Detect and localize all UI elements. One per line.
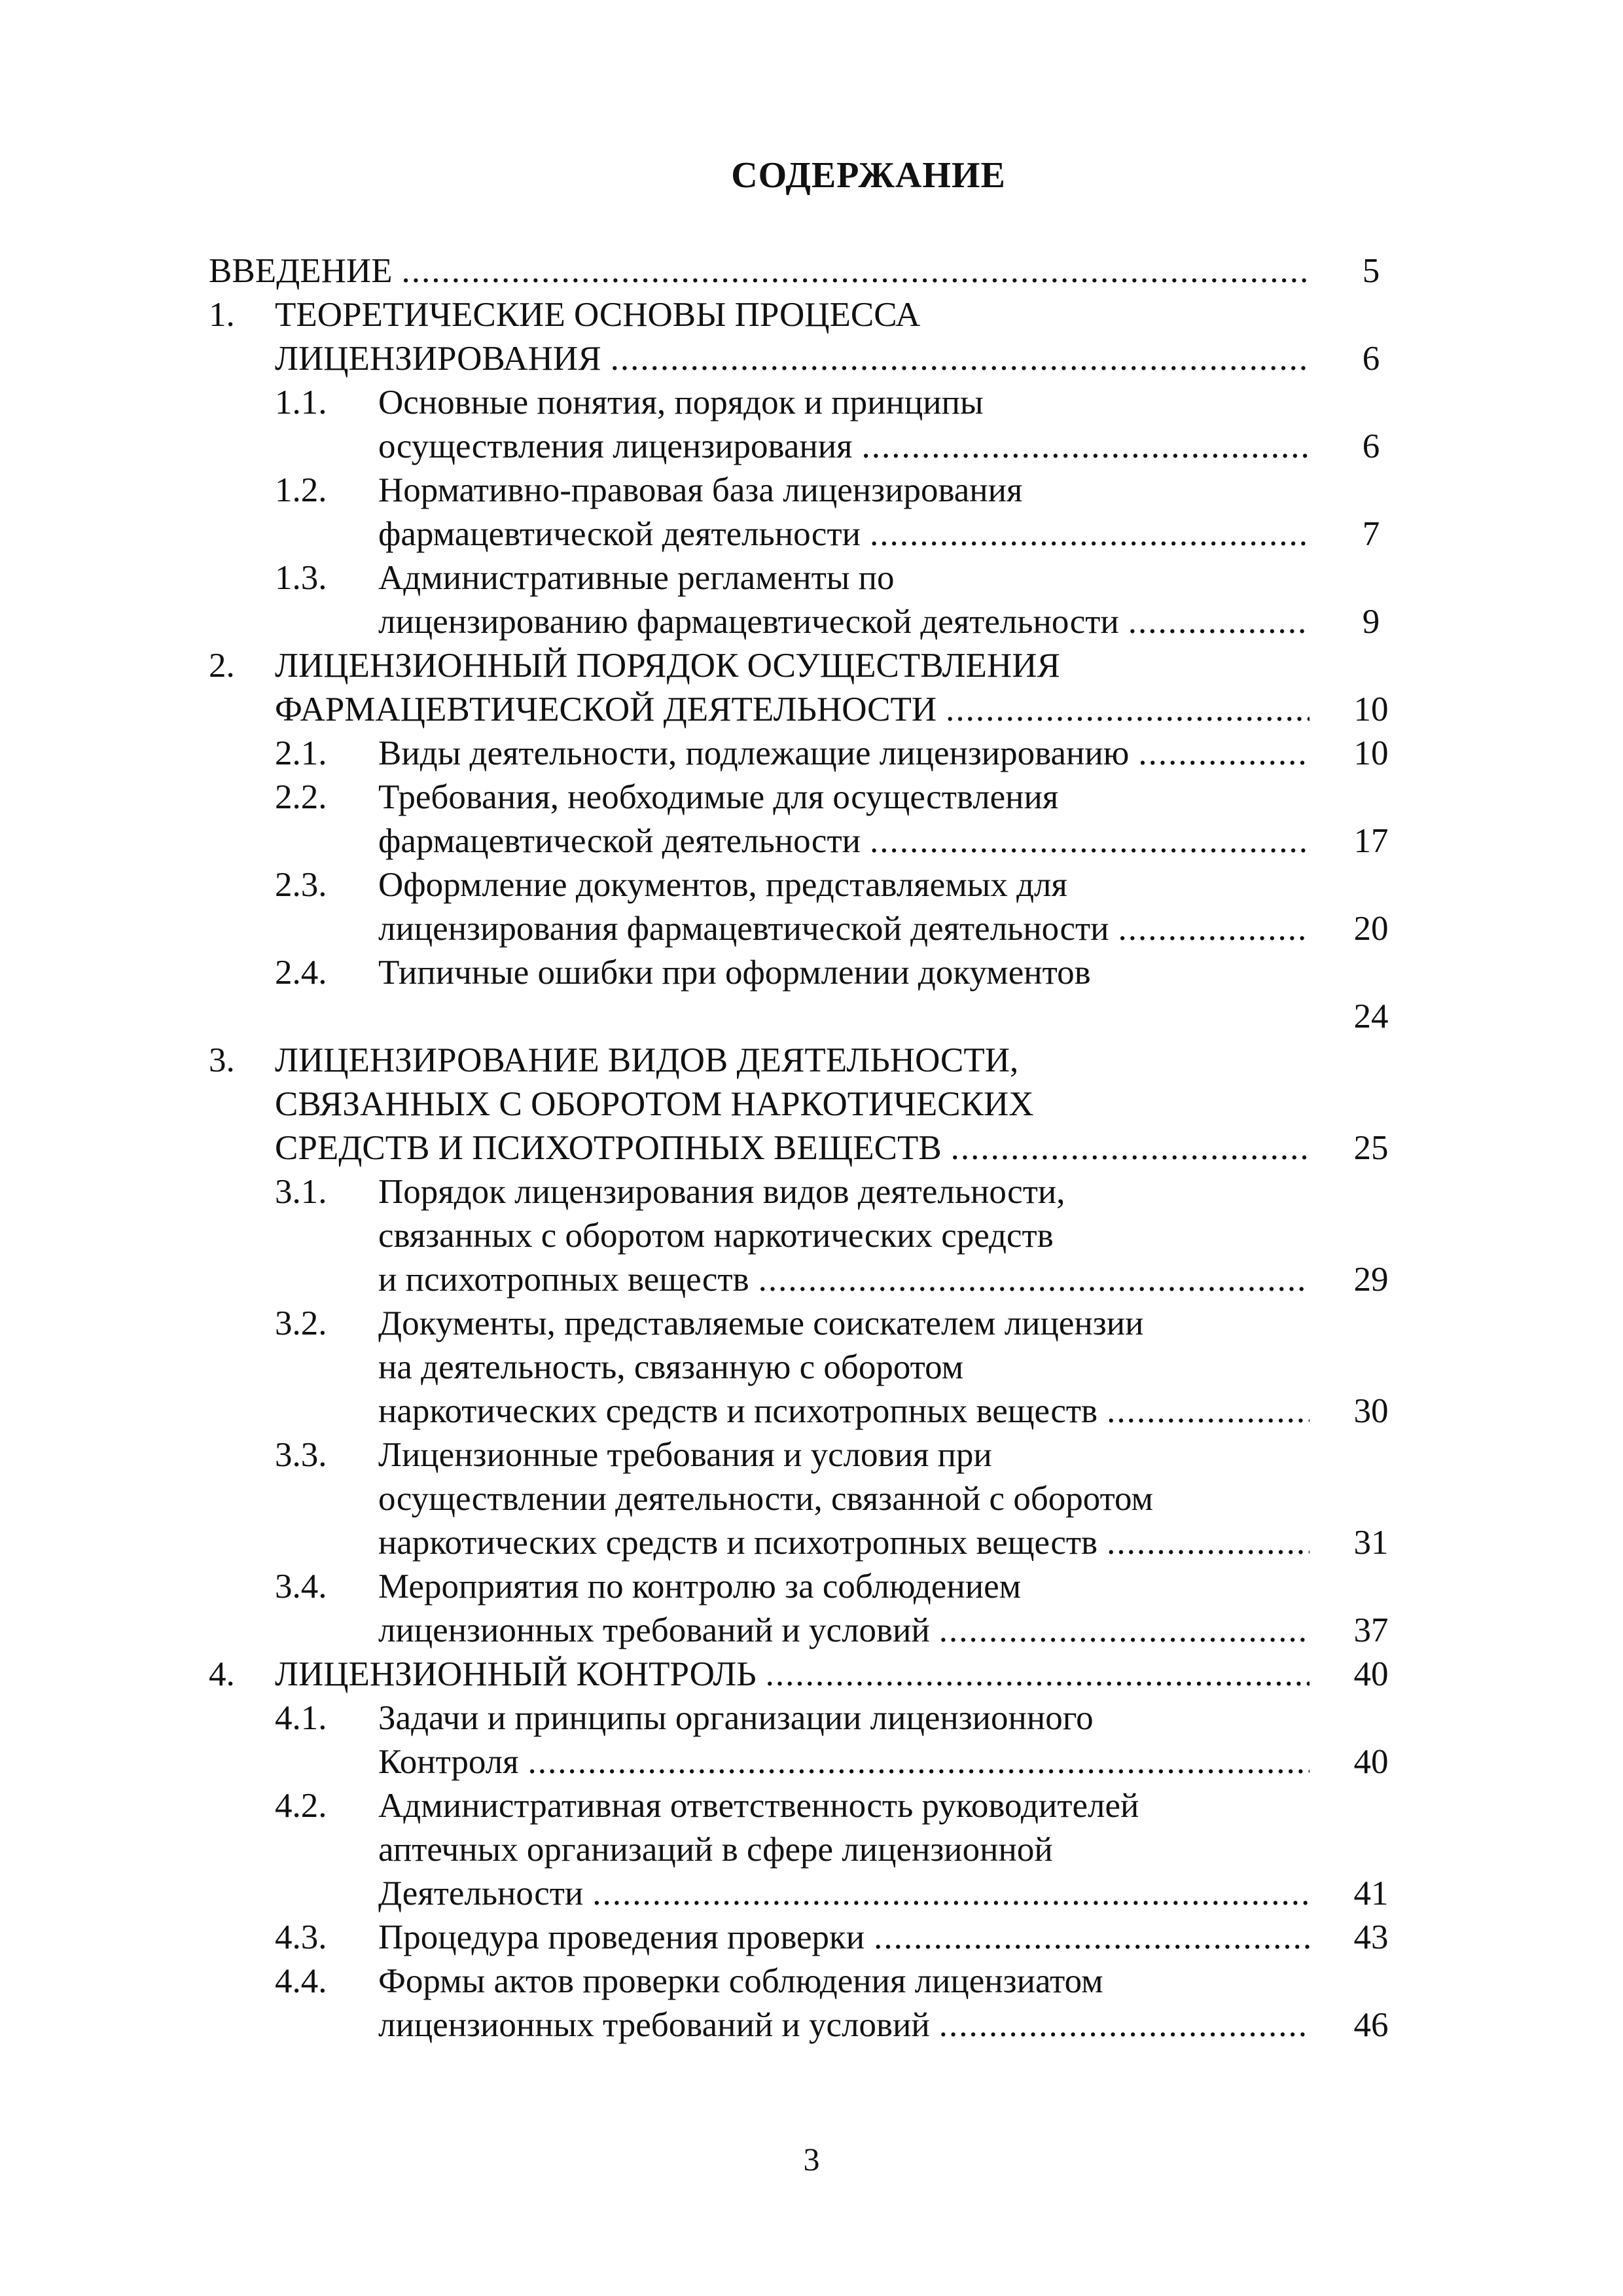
toc-entry-text: Порядок лицензирования видов деятельности, (378, 1173, 1065, 1211)
toc-entry-number: 3.3. (275, 1436, 327, 1474)
toc-entry-text: осуществлении деятельности, связанной с оборотом (378, 1480, 1154, 1518)
toc-entry-2-3-line (0, 908, 1623, 950)
toc-entry-2-line (0, 689, 1623, 730)
toc-entry-text: осуществления лицензирования (378, 427, 853, 465)
dot-leader (1129, 732, 1310, 774)
toc-entry-3-1-line3 (0, 1259, 1623, 1300)
dot-leader (930, 2004, 1310, 2046)
toc-entry-3-3-line3 (0, 1522, 1623, 1564)
dot-leader (861, 820, 1310, 862)
toc-page-number: 31 (1353, 1524, 1389, 1562)
dot-leader (393, 250, 1310, 292)
toc-entry-1-1 (0, 382, 1623, 423)
toc-entry-text: ЛИЦЕНЗИОННЫЙ ПОРЯДОК ОСУЩЕСТВЛЕНИЯ (275, 647, 1060, 685)
toc-entry-text: наркотических средств и психотропных веществ (378, 1524, 1098, 1562)
toc-entry-1-line (0, 338, 1623, 380)
toc-entry-number: 4.3. (275, 1918, 327, 1956)
toc-entry-2-3 (0, 864, 1623, 906)
toc-entry-3-1-line2 (0, 1215, 1623, 1257)
toc-entry-text: фармацевтической деятельности (378, 822, 861, 860)
toc-entry-text: Требования, необходимые для осуществления (378, 778, 1059, 816)
page-number-footer: 3 (803, 2141, 820, 2178)
toc-entry-text: лицензионных требований и условий (378, 1611, 930, 1649)
toc-entry-3-2 (0, 1302, 1623, 1344)
toc-page-number: 41 (1353, 1874, 1389, 1912)
toc-entry-3-1 (0, 1171, 1623, 1213)
dot-leader (936, 689, 1310, 730)
toc-entry-text: фармацевтической деятельности (378, 515, 861, 553)
toc-entry-text: лицензионных требований и условий (378, 2006, 930, 2044)
toc-entry-text: ЛИЦЕНЗИРОВАНИЕ ВИДОВ ДЕЯТЕЛЬНОСТИ, (275, 1041, 1019, 1079)
toc-entry-3 (0, 1039, 1623, 1081)
toc-entry-number: 1.1. (275, 384, 327, 422)
toc-entry-4 (0, 1653, 1623, 1695)
toc-entry-number: 2. (209, 647, 235, 685)
toc-entry-text: Формы актов проверки соблюдения лицензиатом (378, 1962, 1103, 2000)
toc-entry-1-3 (0, 557, 1623, 599)
toc-entry-2-1 (0, 732, 1623, 774)
toc-entry-3-4 (0, 1566, 1623, 1607)
toc-page-number: 6 (1362, 427, 1380, 465)
toc-entry-2-4-page (0, 996, 1623, 1037)
toc-entry-2-4 (0, 952, 1623, 994)
toc-page-number: 5 (1362, 252, 1380, 290)
toc-entry-text: Лицензионные требования и условия при (378, 1436, 992, 1474)
toc-page-number: 40 (1353, 1655, 1389, 1693)
dot-leader (583, 1873, 1310, 1914)
toc-entry-text: Мероприятия по контролю за соблюдением (378, 1568, 1022, 1605)
toc-entry-text: аптечных организаций в сфере лицензионной (378, 1831, 1053, 1869)
toc-entry-number: 3. (209, 1041, 235, 1079)
toc-entry-number: 1.3. (275, 559, 327, 597)
toc-page-number: 46 (1353, 2006, 1389, 2044)
toc-entry-4-1 (0, 1697, 1623, 1739)
toc-entry-3-line3 (0, 1127, 1623, 1169)
toc-entry-text: Документы, представляемые соискателем лицензии (378, 1304, 1144, 1342)
toc-entry-text: Типичные ошибки при оформлении документов (378, 954, 1091, 992)
toc-entry-text: Процедура проведения проверки (378, 1918, 865, 1956)
toc-page-number: 37 (1353, 1611, 1389, 1649)
dot-leader (1119, 601, 1310, 643)
dot-leader (1097, 1390, 1310, 1432)
dot-leader (1109, 908, 1310, 950)
toc-entry-text: ВВЕДЕНИЕ (209, 252, 393, 290)
toc-entry-text: Деятельности (378, 1874, 584, 1912)
toc-entry-number: 1.2. (275, 471, 327, 509)
toc-entry-3-2-line2 (0, 1346, 1623, 1388)
dot-leader (757, 1653, 1310, 1695)
toc-entry-text: лицензированию фармацевтической деятельности (378, 603, 1119, 641)
toc-entry-number: 4.2. (275, 1787, 327, 1825)
toc-entry-text: Административная ответственность руководителей (378, 1787, 1139, 1825)
toc-entry-number: 2.1. (275, 734, 327, 772)
toc-page-number: 7 (1362, 515, 1380, 553)
toc-entry-1-1-line (0, 425, 1623, 467)
toc-entry-text: Задачи и принципы организации лицензионного (378, 1699, 1094, 1737)
toc-page-number: 24 (1353, 997, 1389, 1035)
toc-entry-2-2-line (0, 820, 1623, 862)
toc-entry-text: на деятельность, связанную с оборотом (378, 1348, 964, 1386)
toc-entry-text: Нормативно-правовая база лицензирования (378, 471, 1023, 509)
toc-entry-text: Оформление документов, представляемых для (378, 866, 1067, 904)
toc-entry-text: Основные понятия, порядок и принципы (378, 384, 984, 422)
toc-page-number: 9 (1362, 603, 1380, 641)
toc-entry-text: СРЕДСТВ И ПСИХОТРОПНЫХ ВЕЩЕСТВ (275, 1129, 942, 1167)
toc-entry-number: 1. (209, 296, 235, 334)
dot-leader (519, 1741, 1310, 1783)
toc-entry-3-3-line2 (0, 1478, 1623, 1520)
toc-entry-text: связанных с оборотом наркотических средств (378, 1217, 1054, 1255)
toc-entry-4-3 (0, 1916, 1623, 1958)
toc-entry-text: ТЕОРЕТИЧЕСКИЕ ОСНОВЫ ПРОЦЕССА (275, 296, 921, 334)
toc-page-number: 40 (1353, 1743, 1389, 1781)
toc-entry-1 (0, 294, 1623, 336)
toc-page-number: 29 (1353, 1261, 1389, 1299)
toc-entry-intro (0, 250, 1623, 292)
toc-entry-4-4-line (0, 2004, 1623, 2046)
toc-entry-text: наркотических средств и психотропных веществ (378, 1392, 1098, 1430)
dot-leader (749, 1259, 1310, 1300)
toc-page-number: 6 (1362, 340, 1380, 378)
toc-entry-number: 3.1. (275, 1173, 327, 1211)
toc-entry-3-4-line (0, 1609, 1623, 1651)
toc-entry-1-2 (0, 469, 1623, 511)
dot-leader (601, 338, 1310, 380)
toc-page-number: 43 (1353, 1918, 1389, 1956)
toc-entry-number: 2.4. (275, 954, 327, 992)
toc-page-number: 17 (1353, 822, 1389, 860)
toc-entry-4-2 (0, 1785, 1623, 1827)
toc-entry-number: 4.4. (275, 1962, 327, 2000)
toc-entry-3-line2 (0, 1083, 1623, 1125)
toc-entry-number: 4.1. (275, 1699, 327, 1737)
dot-leader (865, 1916, 1310, 1958)
dot-leader (942, 1127, 1310, 1169)
toc-entry-1-2-line (0, 513, 1623, 555)
toc-entry-4-2-line3 (0, 1873, 1623, 1914)
toc-entry-4-4 (0, 1960, 1623, 2002)
toc-entry-number: 2.2. (275, 778, 327, 816)
toc-entry-2-2 (0, 776, 1623, 818)
toc-entry-text: ФАРМАЦЕВТИЧЕСКОЙ ДЕЯТЕЛЬНОСТИ (275, 691, 937, 728)
toc-entry-3-2-line3 (0, 1390, 1623, 1432)
toc-title: СОДЕРЖАНИЕ (731, 155, 1006, 196)
toc-entry-text: ЛИЦЕНЗИОННЫЙ КОНТРОЛЬ (275, 1655, 757, 1693)
toc-entry-2 (0, 645, 1623, 687)
toc-page-number: 20 (1353, 910, 1389, 948)
toc-entry-number: 4. (209, 1655, 235, 1693)
dot-leader (1097, 1522, 1310, 1564)
toc-entry-text: ЛИЦЕНЗИРОВАНИЯ (275, 340, 601, 378)
toc-entry-text: СВЯЗАННЫХ С ОБОРОТОМ НАРКОТИЧЕСКИХ (275, 1085, 1034, 1123)
toc-entry-number: 3.2. (275, 1304, 327, 1342)
dot-leader (852, 425, 1310, 467)
toc-entry-text: Административные регламенты по (378, 559, 895, 597)
toc-entry-text: и психотропных веществ (378, 1261, 749, 1299)
toc-entry-1-3-line (0, 601, 1623, 643)
toc-entry-3-3 (0, 1434, 1623, 1476)
toc-entry-4-2-line2 (0, 1829, 1623, 1871)
toc-page-number: 30 (1353, 1392, 1389, 1430)
toc-entry-text: лицензирования фармацевтической деятельности (378, 910, 1109, 948)
dot-leader (861, 513, 1310, 555)
toc-entry-4-1-line (0, 1741, 1623, 1783)
toc-entry-text: Контроля (378, 1743, 519, 1781)
toc-entry-text: Виды деятельности, подлежащие лицензированию (378, 734, 1130, 772)
toc-entry-number: 3.4. (275, 1568, 327, 1605)
dot-leader (930, 1609, 1310, 1651)
toc-page-number: 10 (1353, 734, 1389, 772)
toc-page-number: 10 (1353, 691, 1389, 728)
toc-entry-number: 2.3. (275, 866, 327, 904)
toc-page-number: 25 (1353, 1129, 1389, 1167)
